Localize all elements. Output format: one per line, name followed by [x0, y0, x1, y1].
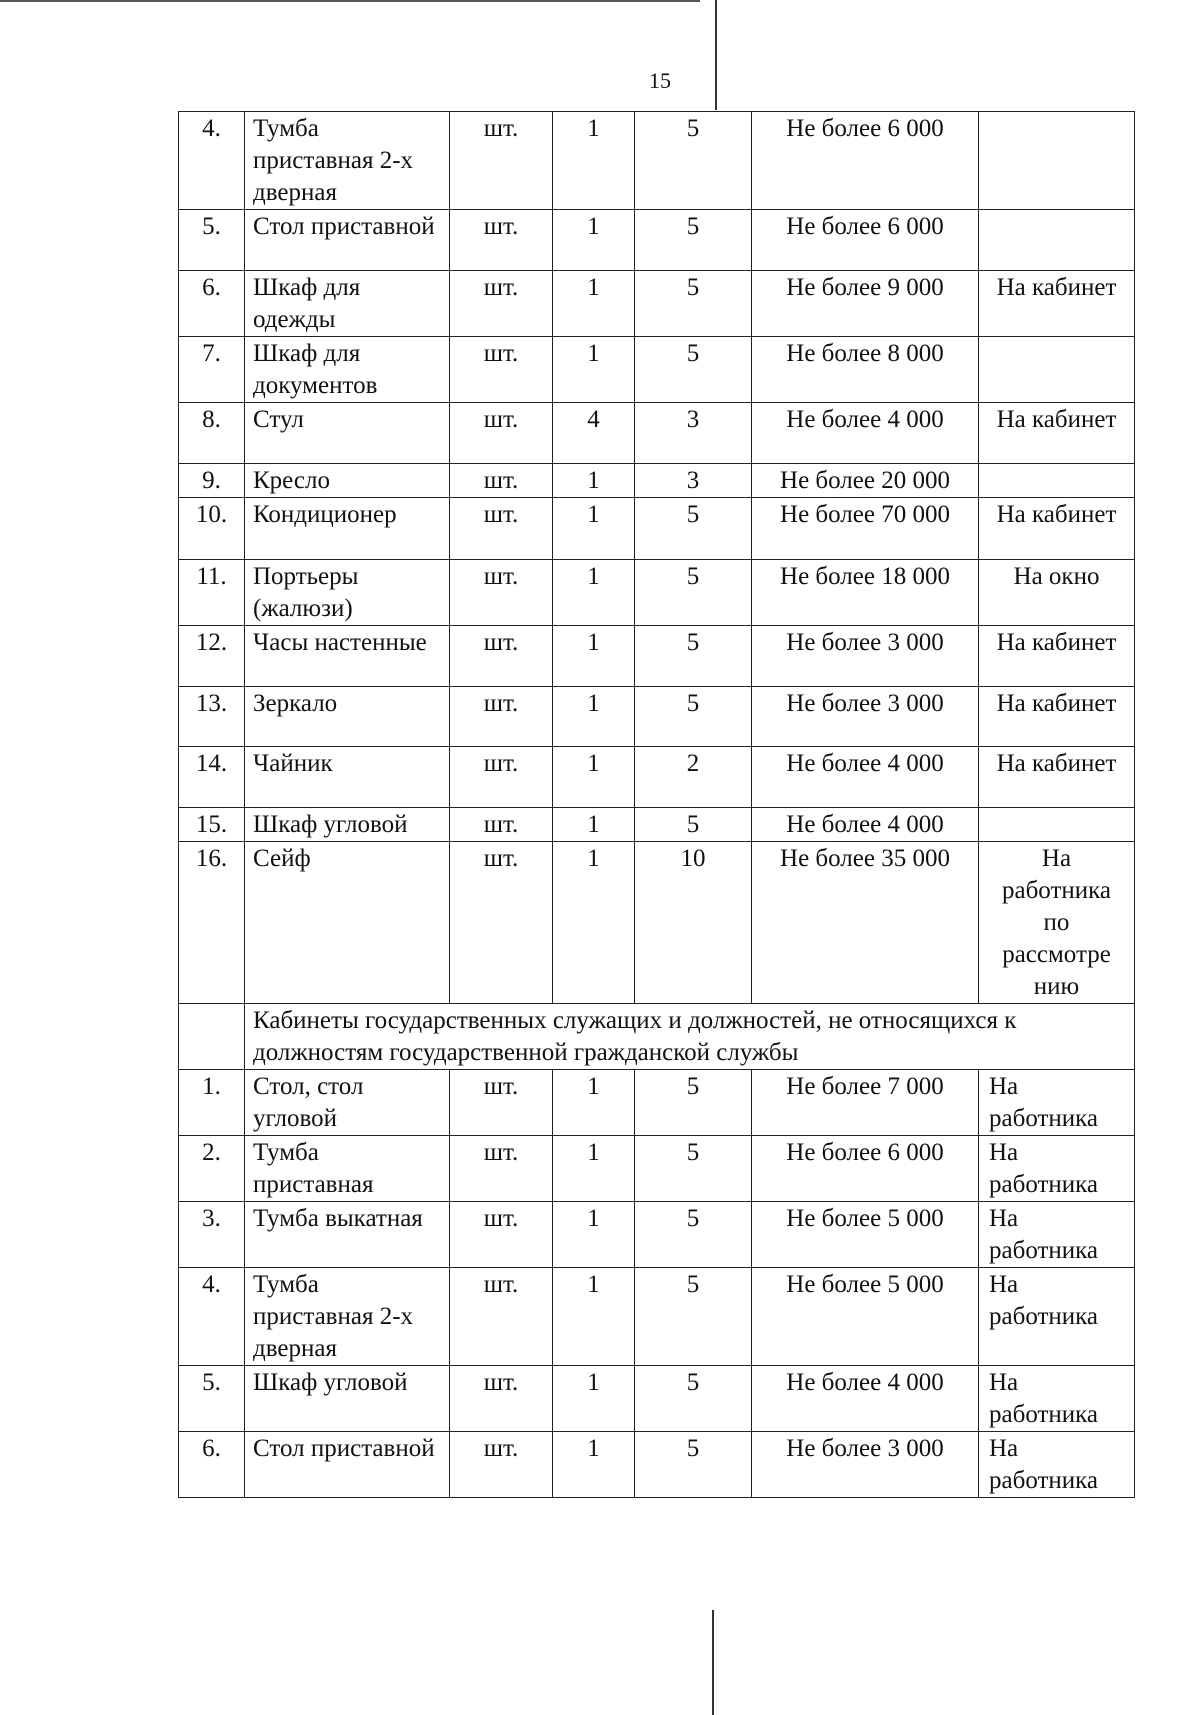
quantity-cell: 1 — [553, 498, 635, 560]
item-name-cell: Тумба приставная — [245, 1136, 450, 1202]
table-row — [179, 1268, 1135, 1366]
quantity-cell: 1 — [553, 337, 635, 403]
service-life-years-cell: 5 — [635, 112, 752, 210]
section-num-cell — [179, 1004, 245, 1070]
max-price-cell: Не более 3 000 — [752, 1432, 979, 1498]
row-number-cell: 13. — [179, 687, 245, 747]
table-row — [179, 1366, 1135, 1432]
note-cell: На работника — [979, 1202, 1135, 1268]
service-life-years-cell: 5 — [635, 210, 752, 271]
item-name-cell: Стул — [245, 403, 450, 464]
unit-of-measure-cell: шт. — [450, 687, 553, 747]
item-name-cell: Портьеры (жалюзи) — [245, 560, 450, 626]
note-cell: На работника — [979, 1268, 1135, 1366]
unit-of-measure-cell: шт. — [450, 1268, 553, 1366]
row-number-cell: 11. — [179, 560, 245, 626]
item-name-cell: Кресло — [245, 464, 450, 498]
max-price-cell: Не более 6 000 — [752, 112, 979, 210]
note-cell: На кабинет — [979, 498, 1135, 560]
item-name-cell: Стол, стол угловой — [245, 1070, 450, 1136]
item-name-cell: Стол приставной — [245, 1432, 450, 1498]
service-life-years-cell: 5 — [635, 1202, 752, 1268]
item-name-cell: Тумба приставная 2-х дверная — [245, 112, 450, 210]
row-number-cell: 8. — [179, 403, 245, 464]
max-price-cell: Не более 5 000 — [752, 1268, 979, 1366]
table-row — [179, 1202, 1135, 1268]
max-price-cell: Не более 6 000 — [752, 1136, 979, 1202]
row-number-cell: 3. — [179, 1202, 245, 1268]
note-cell: На кабинет — [979, 403, 1135, 464]
item-name-cell: Тумба выкатная — [245, 1202, 450, 1268]
table-row — [179, 1004, 1135, 1070]
max-price-cell: Не более 4 000 — [752, 1366, 979, 1432]
note-cell: На кабинет — [979, 747, 1135, 808]
unit-of-measure-cell: шт. — [450, 1136, 553, 1202]
quantity-cell: 1 — [553, 626, 635, 687]
row-number-cell: 7. — [179, 337, 245, 403]
service-life-years-cell: 5 — [635, 337, 752, 403]
table-row — [179, 626, 1135, 687]
note-cell — [979, 112, 1135, 210]
max-price-cell: Не более 5 000 — [752, 1202, 979, 1268]
note-cell: На работника — [979, 1366, 1135, 1432]
row-number-cell: 1. — [179, 1070, 245, 1136]
service-life-years-cell: 5 — [635, 808, 752, 842]
service-life-years-cell: 5 — [635, 1136, 752, 1202]
unit-of-measure-cell: шт. — [450, 271, 553, 337]
item-name-cell: Шкаф для документов — [245, 337, 450, 403]
row-number-cell: 5. — [179, 1366, 245, 1432]
table-row — [179, 271, 1135, 337]
service-life-years-cell: 5 — [635, 1432, 752, 1498]
row-number-cell: 4. — [179, 1268, 245, 1366]
unit-of-measure-cell: шт. — [450, 498, 553, 560]
item-name-cell: Тумба приставная 2-х дверная — [245, 1268, 450, 1366]
table-row — [179, 498, 1135, 560]
table-body-part2 — [179, 1070, 1135, 1498]
service-life-years-cell: 5 — [635, 1268, 752, 1366]
quantity-cell: 1 — [553, 808, 635, 842]
quantity-cell: 1 — [553, 560, 635, 626]
row-number-cell: 2. — [179, 1136, 245, 1202]
quantity-cell: 1 — [553, 747, 635, 808]
table-row — [179, 337, 1135, 403]
max-price-cell: Не более 3 000 — [752, 687, 979, 747]
unit-of-measure-cell: шт. — [450, 1366, 553, 1432]
table-row — [179, 747, 1135, 808]
row-number-cell: 10. — [179, 498, 245, 560]
section-heading-row — [179, 1004, 1135, 1070]
quantity-cell: 4 — [553, 403, 635, 464]
note-cell: На работника — [979, 1070, 1135, 1136]
note-cell — [979, 337, 1135, 403]
unit-of-measure-cell: шт. — [450, 1432, 553, 1498]
item-name-cell: Шкаф для одежды — [245, 271, 450, 337]
max-price-cell: Не более 9 000 — [752, 271, 979, 337]
note-cell: На кабинет — [979, 687, 1135, 747]
scan-artifact-line — [712, 1610, 714, 1715]
unit-of-measure-cell: шт. — [450, 337, 553, 403]
max-price-cell: Не более 20 000 — [752, 464, 979, 498]
quantity-cell: 1 — [553, 1136, 635, 1202]
item-name-cell: Шкаф угловой — [245, 808, 450, 842]
unit-of-measure-cell: шт. — [450, 842, 553, 1004]
note-cell — [979, 464, 1135, 498]
table-row — [179, 464, 1135, 498]
quantity-cell: 1 — [553, 271, 635, 337]
unit-of-measure-cell: шт. — [450, 210, 553, 271]
unit-of-measure-cell: шт. — [450, 747, 553, 808]
item-name-cell: Чайник — [245, 747, 450, 808]
page-number: 15 — [649, 68, 671, 93]
service-life-years-cell: 5 — [635, 626, 752, 687]
unit-of-measure-cell: шт. — [450, 464, 553, 498]
scan-artifact-line — [0, 0, 700, 2]
note-cell: На кабинет — [979, 626, 1135, 687]
item-name-cell: Шкаф угловой — [245, 1366, 450, 1432]
row-number-cell: 12. — [179, 626, 245, 687]
max-price-cell: Не более 4 000 — [752, 808, 979, 842]
item-name-cell: Кондиционер — [245, 498, 450, 560]
row-number-cell: 14. — [179, 747, 245, 808]
table-row — [179, 1432, 1135, 1498]
section-heading: Кабинеты государственных служащих и должностей, не относящихся к должностям государственной гражданской службы — [245, 1004, 1135, 1070]
table-row — [179, 210, 1135, 271]
unit-of-measure-cell: шт. — [450, 808, 553, 842]
service-life-years-cell: 10 — [635, 842, 752, 1004]
row-number-cell: 9. — [179, 464, 245, 498]
furniture-norms-table — [178, 111, 1135, 1498]
max-price-cell: Не более 6 000 — [752, 210, 979, 271]
max-price-cell: Не более 4 000 — [752, 747, 979, 808]
table-row — [179, 403, 1135, 464]
service-life-years-cell: 5 — [635, 498, 752, 560]
quantity-cell: 1 — [553, 1268, 635, 1366]
row-number-cell: 16. — [179, 842, 245, 1004]
max-price-cell: Не более 35 000 — [752, 842, 979, 1004]
max-price-cell: Не более 18 000 — [752, 560, 979, 626]
service-life-years-cell: 5 — [635, 271, 752, 337]
quantity-cell: 1 — [553, 112, 635, 210]
service-life-years-cell: 5 — [635, 687, 752, 747]
unit-of-measure-cell: шт. — [450, 626, 553, 687]
quantity-cell: 1 — [553, 1432, 635, 1498]
unit-of-measure-cell: шт. — [450, 1202, 553, 1268]
quantity-cell: 1 — [553, 1202, 635, 1268]
table-row — [179, 808, 1135, 842]
quantity-cell: 1 — [553, 842, 635, 1004]
max-price-cell: Не более 3 000 — [752, 626, 979, 687]
service-life-years-cell: 5 — [635, 560, 752, 626]
note-cell: На окно — [979, 560, 1135, 626]
quantity-cell: 1 — [553, 210, 635, 271]
unit-of-measure-cell: шт. — [450, 112, 553, 210]
table-row — [179, 560, 1135, 626]
service-life-years-cell: 5 — [635, 1366, 752, 1432]
note-cell: На работника — [979, 1432, 1135, 1498]
unit-of-measure-cell: шт. — [450, 1070, 553, 1136]
max-price-cell: Не более 4 000 — [752, 403, 979, 464]
row-number-cell: 6. — [179, 271, 245, 337]
item-name-cell: Сейф — [245, 842, 450, 1004]
max-price-cell: Не более 8 000 — [752, 337, 979, 403]
item-name-cell: Зеркало — [245, 687, 450, 747]
unit-of-measure-cell: шт. — [450, 403, 553, 464]
quantity-cell: 1 — [553, 1070, 635, 1136]
item-name-cell: Стол приставной — [245, 210, 450, 271]
table-row — [179, 112, 1135, 210]
scan-artifact-line — [715, 0, 717, 110]
table-body-part1 — [179, 112, 1135, 1004]
service-life-years-cell: 2 — [635, 747, 752, 808]
service-life-years-cell: 3 — [635, 464, 752, 498]
table-row — [179, 1136, 1135, 1202]
service-life-years-cell: 5 — [635, 1070, 752, 1136]
note-cell: На работника — [979, 1136, 1135, 1202]
max-price-cell: Не более 7 000 — [752, 1070, 979, 1136]
table-row — [179, 687, 1135, 747]
service-life-years-cell: 3 — [635, 403, 752, 464]
note-cell — [979, 210, 1135, 271]
max-price-cell: Не более 70 000 — [752, 498, 979, 560]
table-row — [179, 1070, 1135, 1136]
quantity-cell: 1 — [553, 687, 635, 747]
quantity-cell: 1 — [553, 464, 635, 498]
quantity-cell: 1 — [553, 1366, 635, 1432]
note-cell: На работника по рассмотре нию — [979, 842, 1135, 1004]
note-cell: На кабинет — [979, 271, 1135, 337]
row-number-cell: 6. — [179, 1432, 245, 1498]
item-name-cell: Часы настенные — [245, 626, 450, 687]
unit-of-measure-cell: шт. — [450, 560, 553, 626]
row-number-cell: 4. — [179, 112, 245, 210]
row-number-cell: 5. — [179, 210, 245, 271]
table-row — [179, 842, 1135, 1004]
row-number-cell: 15. — [179, 808, 245, 842]
note-cell — [979, 808, 1135, 842]
